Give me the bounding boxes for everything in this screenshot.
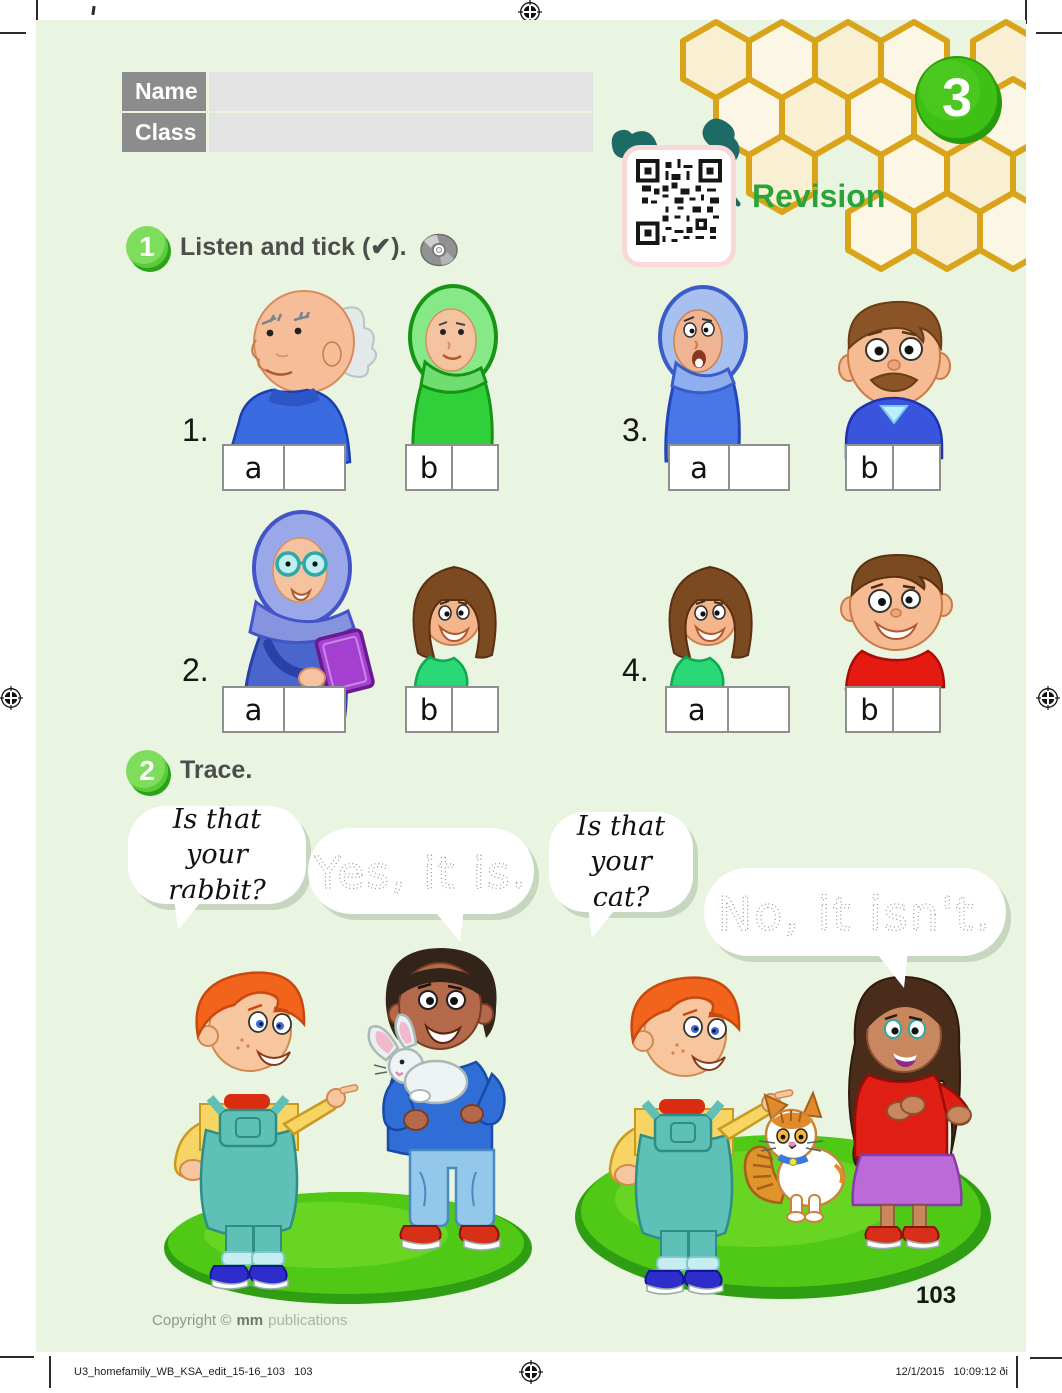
item1-option-a-tick-cell[interactable] bbox=[285, 446, 344, 489]
scene-boy-and-rabbit bbox=[130, 940, 570, 1320]
crop-mark bbox=[1030, 1357, 1062, 1359]
exercise2-badge: 2 bbox=[126, 750, 168, 792]
crop-mark bbox=[49, 1356, 51, 1388]
figure-boy-red-shirt bbox=[838, 545, 956, 693]
footer-file-info: U3_homefamily_WB_KSA_edit_15-16_103 103 bbox=[74, 1366, 313, 1378]
crop-mark bbox=[1016, 1356, 1018, 1388]
name-field[interactable] bbox=[209, 72, 593, 111]
exercise1-instruction: Listen and tick (✔). bbox=[180, 233, 407, 261]
speech-bubble-trace-yes bbox=[308, 828, 534, 914]
item3-option-a-tick-cell[interactable] bbox=[730, 446, 788, 489]
item3-option-b-box bbox=[845, 444, 941, 491]
item1-option-b-tick-cell[interactable] bbox=[453, 446, 497, 489]
registration-mark-icon bbox=[1036, 686, 1060, 710]
item2-option-b-box bbox=[405, 686, 499, 733]
copyright-suffix: publications bbox=[268, 1312, 348, 1329]
speech-bubble-text: Is that your rabbit? bbox=[168, 804, 266, 906]
unit-title: Revision bbox=[752, 178, 886, 214]
figure-girl-brown-bob-green-shirt bbox=[656, 555, 766, 691]
class-field[interactable] bbox=[209, 113, 593, 152]
registration-mark-icon bbox=[519, 1360, 543, 1384]
registration-mark-icon bbox=[0, 686, 23, 710]
speech-bubble-question-cat bbox=[549, 812, 693, 912]
item1-option-a-box bbox=[222, 444, 346, 491]
speech-bubble-text: Is that your cat? bbox=[576, 811, 666, 913]
crop-mark bbox=[0, 32, 26, 34]
speech-bubble-tail bbox=[588, 906, 618, 938]
copyright-brand: mm bbox=[236, 1312, 264, 1329]
speech-bubble-tail bbox=[874, 950, 908, 988]
item2-option-a-letter: a bbox=[224, 688, 285, 731]
copyright-prefix: Copyright © bbox=[152, 1312, 232, 1329]
figure-grandfather-blue-sweater bbox=[212, 280, 402, 465]
item3-option-b-tick-cell[interactable] bbox=[894, 446, 939, 489]
exercise2-instruction: Trace. bbox=[180, 756, 253, 784]
trace-answer-yes[interactable]: Yes, it is. bbox=[314, 848, 528, 899]
unit-badge bbox=[912, 52, 1004, 146]
item4-option-a-letter: a bbox=[667, 688, 729, 731]
qr-code bbox=[622, 145, 736, 267]
item2-option-b-letter: b bbox=[407, 688, 453, 731]
item4-option-b-tick-cell[interactable] bbox=[894, 688, 939, 731]
speech-bubble-tail bbox=[174, 898, 204, 930]
item3-option-b-letter: b bbox=[847, 446, 894, 489]
page-number: 103 bbox=[916, 1282, 957, 1309]
item1-option-b-box bbox=[405, 444, 499, 491]
speech-bubble-trace-no bbox=[704, 868, 1006, 956]
trace-answer-no[interactable]: No, it isn't. bbox=[717, 887, 993, 941]
item1-option-a-letter: a bbox=[224, 446, 285, 489]
footer-timestamp: 12/1/2015 10:09:12 ði bbox=[895, 1366, 1008, 1378]
item4-option-a-box bbox=[665, 686, 790, 733]
copyright-line bbox=[127, 1295, 347, 1346]
item2-option-b-tick-cell[interactable] bbox=[453, 688, 497, 731]
class-label: Class bbox=[122, 113, 206, 152]
item4-number: 4. bbox=[622, 652, 649, 688]
item3-option-a-box bbox=[668, 444, 790, 491]
figure-girl-brown-bob-green-shirt bbox=[400, 555, 510, 691]
crop-mark bbox=[1036, 32, 1062, 34]
exercise1-badge: 1 bbox=[126, 226, 168, 268]
item2-option-a-tick-cell[interactable] bbox=[285, 688, 344, 731]
item1-number: 1. bbox=[182, 412, 209, 448]
unit-badge-number: 3 bbox=[941, 68, 973, 128]
figure-man-moustache-blue-sweater bbox=[836, 288, 954, 460]
page-background bbox=[36, 20, 1026, 1352]
scene-boy-girl-cat bbox=[555, 955, 1015, 1315]
item4-option-b-letter: b bbox=[847, 688, 894, 731]
item4-option-b-box bbox=[845, 686, 941, 733]
figure-woman-blue-hijab bbox=[648, 283, 758, 463]
item3-option-a-letter: a bbox=[670, 446, 730, 489]
cd-icon bbox=[418, 232, 460, 268]
figure-woman-green-hijab bbox=[398, 282, 504, 462]
item2-number: 2. bbox=[182, 652, 209, 688]
crop-mark bbox=[0, 1356, 34, 1358]
speech-bubble-tail bbox=[432, 908, 464, 942]
item2-option-a-box bbox=[222, 686, 346, 733]
item3-number: 3. bbox=[622, 412, 649, 448]
speech-bubble-question-rabbit bbox=[128, 806, 306, 904]
name-label: Name bbox=[122, 72, 206, 111]
item1-option-b-letter: b bbox=[407, 446, 453, 489]
item4-option-a-tick-cell[interactable] bbox=[729, 688, 789, 731]
crop-mark bbox=[91, 6, 95, 15]
